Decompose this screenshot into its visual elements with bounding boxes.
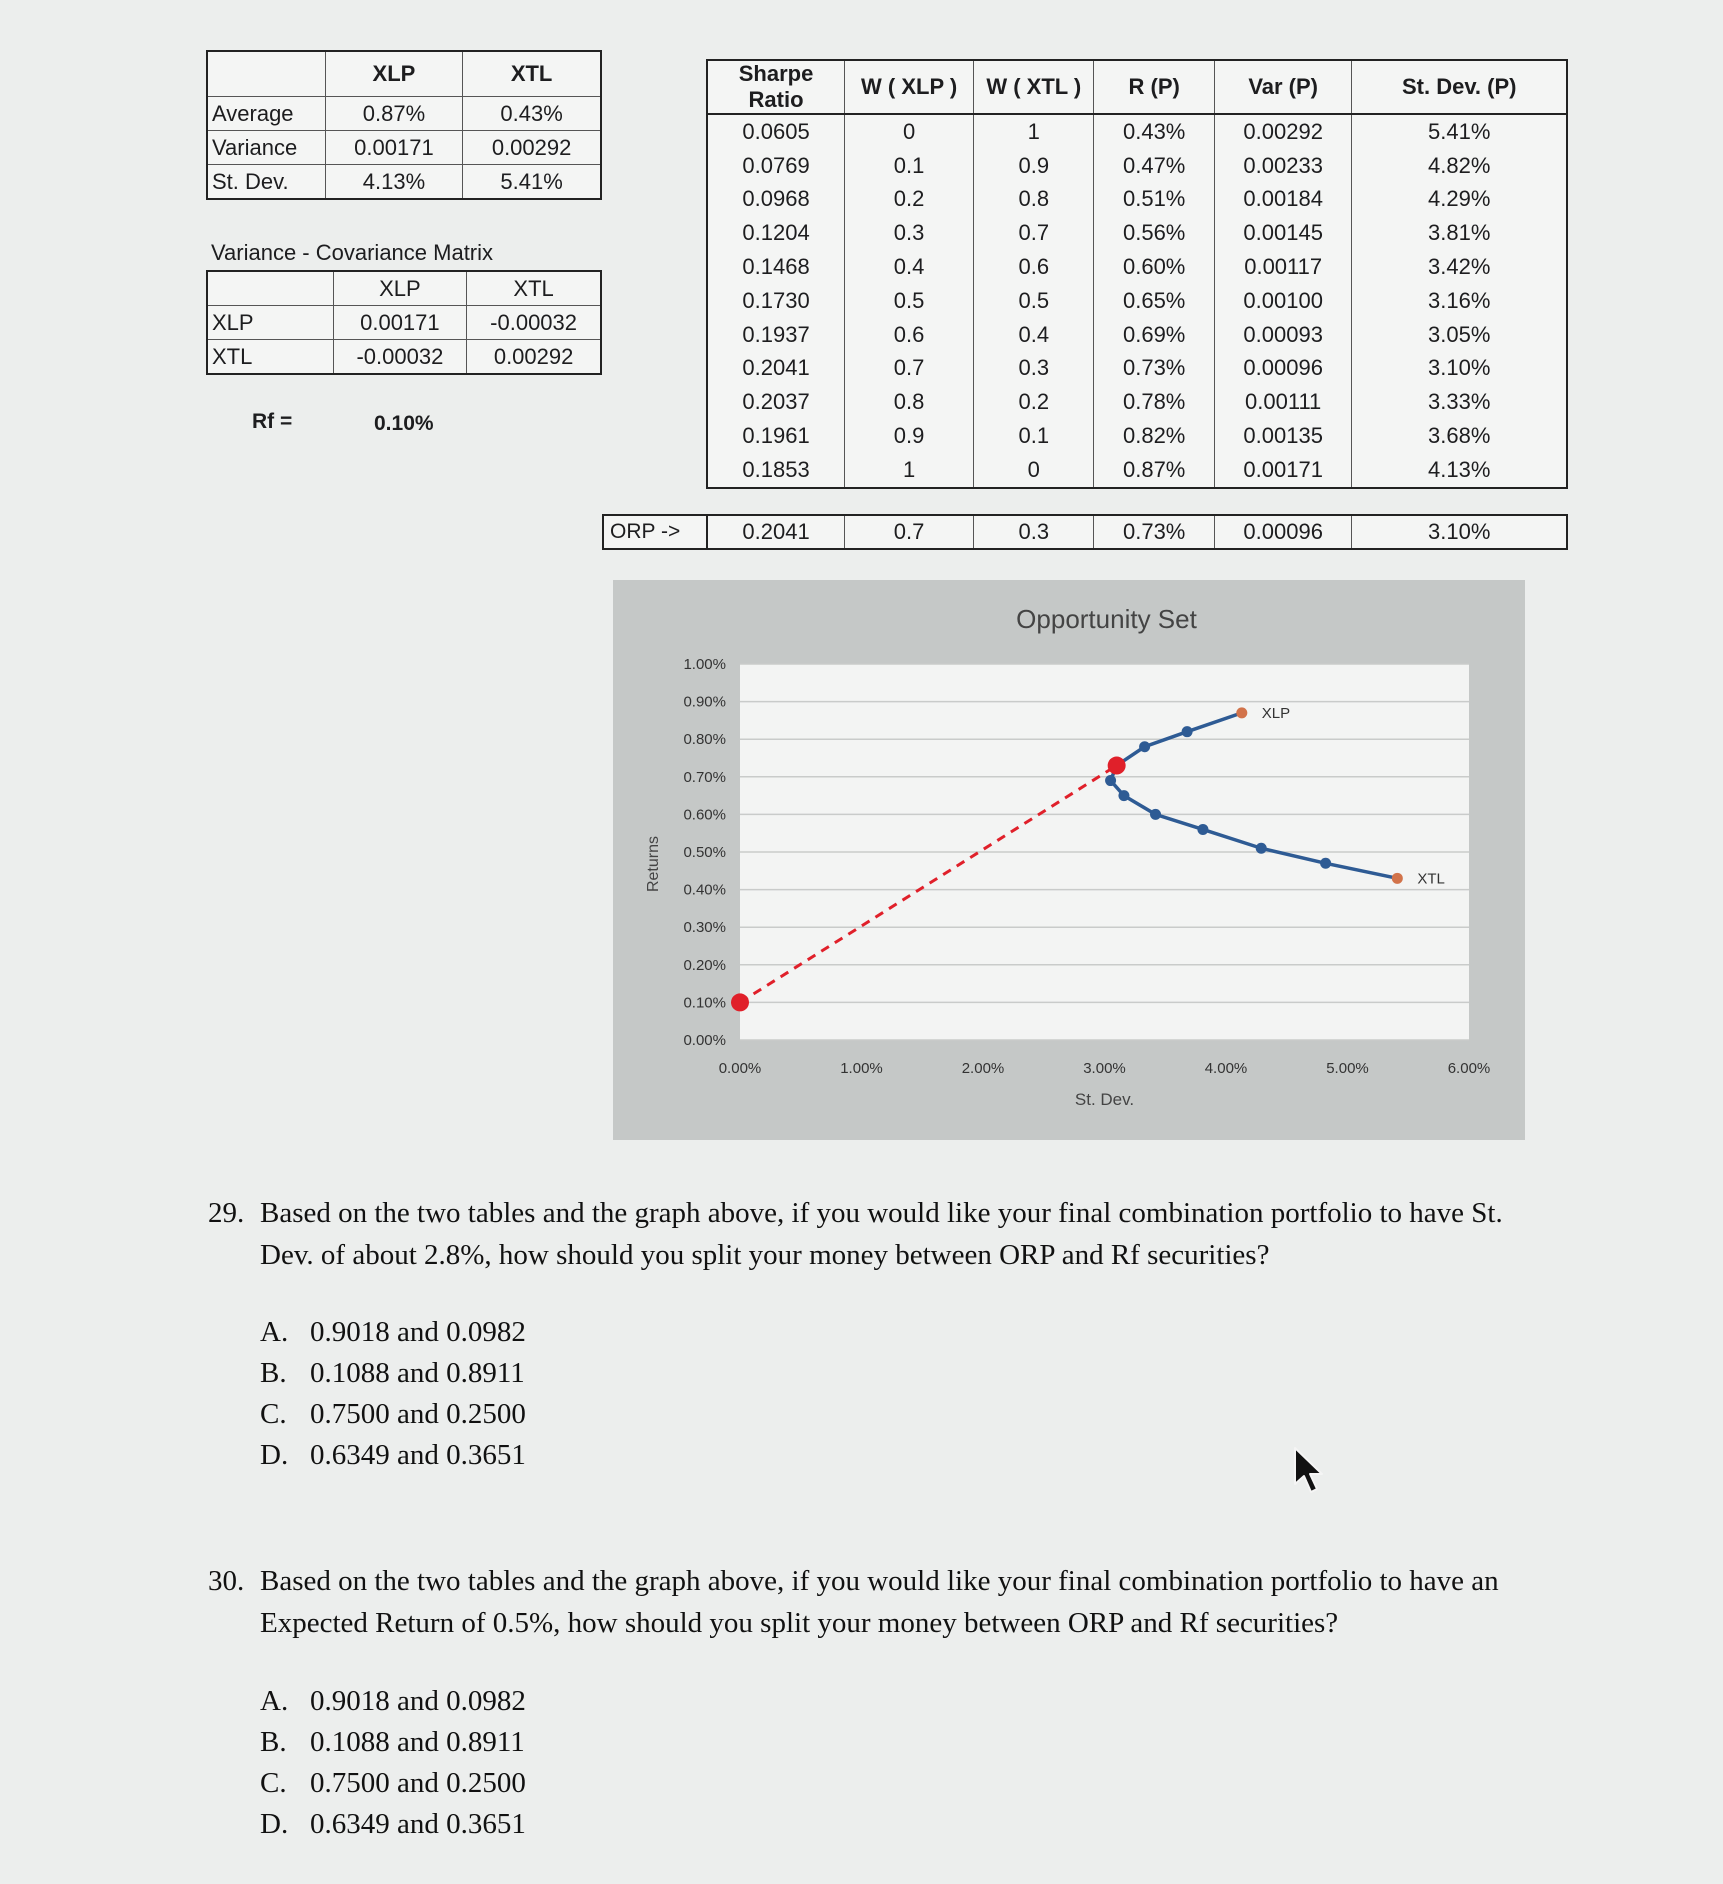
portfolio-cell: 0.1961 xyxy=(707,419,845,453)
opportunity-set-point xyxy=(1105,775,1116,786)
stats-cell: 0.00292 xyxy=(463,131,601,165)
orp-cell: 0.2041 xyxy=(707,515,845,549)
portfolio-table xyxy=(706,59,1568,489)
opportunity-set-point xyxy=(1182,726,1193,737)
portfolio-body xyxy=(707,114,1567,488)
question-30-options xyxy=(260,1681,526,1845)
portfolio-cell: 0.65% xyxy=(1094,284,1214,318)
portfolio-cell: 0.00145 xyxy=(1214,216,1352,250)
orp-row xyxy=(707,515,1567,549)
portfolio-cell: 0.1 xyxy=(974,419,1094,453)
option-text: 0.9018 and 0.0982 xyxy=(310,1685,526,1717)
option-letter: A. xyxy=(260,1685,289,1717)
cov-row-label: XTL xyxy=(207,340,333,375)
portfolio-cell: 3.10% xyxy=(1352,352,1567,386)
portfolio-row xyxy=(707,318,1567,352)
y-tick-label: 0.40% xyxy=(683,881,726,899)
y-tick-label: 0.20% xyxy=(683,956,726,974)
portfolio-cell: 0.5 xyxy=(845,284,974,318)
portfolio-cell: 0.8 xyxy=(845,385,974,419)
portfolio-row xyxy=(707,183,1567,217)
option-letter: D. xyxy=(260,1808,289,1840)
portfolio-cell: 0.73% xyxy=(1094,352,1214,386)
portfolio-cell: 0.0605 xyxy=(707,114,845,149)
cov-header-blank xyxy=(207,271,333,306)
option-letter: B. xyxy=(260,1726,287,1758)
stats-row-stdev xyxy=(207,165,601,200)
portfolio-cell: 0.1468 xyxy=(707,250,845,284)
y-tick-label: 0.30% xyxy=(683,919,726,937)
portfolio-cell: 0.6 xyxy=(845,318,974,352)
question-30 xyxy=(208,1560,1548,1644)
portfolio-cell: 3.42% xyxy=(1352,250,1567,284)
stats-cell: 0.43% xyxy=(463,97,601,131)
portfolio-row xyxy=(707,250,1567,284)
portfolio-row xyxy=(707,453,1567,488)
portfolio-cell: 0.00100 xyxy=(1214,284,1352,318)
portfolio-cell: 0.5 xyxy=(974,284,1094,318)
portfolio-cell: 0.7 xyxy=(845,352,974,386)
question-number: 30. xyxy=(208,1565,245,1597)
orp-cell: 0.7 xyxy=(845,515,974,549)
option-d[interactable] xyxy=(260,1804,526,1845)
rf-label: Rf = xyxy=(252,410,293,433)
orp-label: ORP -> xyxy=(602,514,710,550)
x-tick-label: 6.00% xyxy=(1447,1060,1491,1077)
option-letter: C. xyxy=(260,1398,287,1430)
portfolio-cell: 0.2 xyxy=(845,183,974,217)
portfolio-cell: 0.60% xyxy=(1094,250,1214,284)
stats-row-average xyxy=(207,97,601,131)
portfolio-cell: 0.2 xyxy=(974,385,1094,419)
portfolio-cell: 1 xyxy=(974,114,1094,149)
portfolio-cell: 0.1730 xyxy=(707,284,845,318)
portfolio-cell: 0.8 xyxy=(974,183,1094,217)
portfolio-cell: 0.1 xyxy=(845,149,974,183)
x-tick-label: 5.00% xyxy=(1326,1060,1369,1077)
portfolio-cell: 0.51% xyxy=(1094,183,1214,217)
cov-cell: -0.00032 xyxy=(333,340,467,375)
cov-header-xtl: XTL xyxy=(467,271,601,306)
option-text: 0.9018 and 0.0982 xyxy=(310,1316,526,1348)
cov-cell: 0.00171 xyxy=(333,306,467,340)
orp-point xyxy=(1108,757,1126,775)
opportunity-set-point xyxy=(1150,809,1161,820)
portfolio-header-wxlp: W ( XLP ) xyxy=(845,60,974,114)
cov-cell: 0.00292 xyxy=(467,340,601,375)
cov-header-row xyxy=(207,271,601,306)
portfolio-cell: 0.47% xyxy=(1094,149,1214,183)
x-tick-label: 3.00% xyxy=(1083,1060,1126,1077)
x-tick-label: 4.00% xyxy=(1204,1060,1248,1077)
y-tick-label: 0.00% xyxy=(683,1032,726,1049)
question-29-options xyxy=(260,1312,526,1476)
orp-cell: 0.73% xyxy=(1094,515,1214,549)
portfolio-cell: 3.05% xyxy=(1352,318,1567,352)
opportunity-set-point xyxy=(1118,790,1129,801)
portfolio-cell: 3.33% xyxy=(1352,385,1567,419)
option-text: 0.7500 and 0.2500 xyxy=(310,1767,526,1799)
stats-cell: 5.41% xyxy=(463,165,601,200)
opportunity-set-point xyxy=(1320,858,1331,869)
portfolio-header-stdevp: St. Dev. (P) xyxy=(1352,60,1567,114)
rf-value: 0.10% xyxy=(374,412,434,435)
portfolio-cell: 0 xyxy=(845,114,974,149)
y-tick-label: 0.50% xyxy=(683,844,726,861)
option-text: 0.1088 and 0.8911 xyxy=(310,1357,525,1389)
portfolio-cell: 0.1853 xyxy=(707,453,845,488)
cov-row-xtl xyxy=(207,340,601,375)
portfolio-cell: 0.00117 xyxy=(1214,250,1352,284)
y-tick-label: 0.80% xyxy=(683,731,726,749)
stats-cell: 4.13% xyxy=(325,165,463,200)
portfolio-row xyxy=(707,419,1567,453)
stats-header-xlp: XLP xyxy=(325,51,463,97)
stats-row-label: Average xyxy=(207,97,325,131)
option-letter: B. xyxy=(260,1357,287,1389)
portfolio-cell: 0.4 xyxy=(974,318,1094,352)
stats-header-row xyxy=(207,51,601,97)
portfolio-cell: 0.56% xyxy=(1094,216,1214,250)
portfolio-cell: 0.9 xyxy=(974,149,1094,183)
portfolio-cell: 0.1204 xyxy=(707,216,845,250)
portfolio-row xyxy=(707,284,1567,318)
rf-point xyxy=(731,993,749,1011)
portfolio-cell: 0.9 xyxy=(845,419,974,453)
orp-cell: 3.10% xyxy=(1352,515,1567,549)
portfolio-cell: 0.00096 xyxy=(1214,352,1352,386)
opportunity-set-point xyxy=(1236,707,1247,718)
chart-svg xyxy=(613,580,1525,1140)
stats-cell: 0.00171 xyxy=(325,131,463,165)
x-tick-label: 2.00% xyxy=(961,1060,1005,1077)
opportunity-set-chart xyxy=(613,580,1525,1140)
cov-row-xlp xyxy=(207,306,601,340)
cov-matrix-caption: Variance - Covariance Matrix xyxy=(211,240,494,265)
option-c[interactable] xyxy=(260,1394,526,1435)
portfolio-row xyxy=(707,114,1567,149)
orp-row-table xyxy=(706,514,1568,550)
x-tick-label: 0.00% xyxy=(718,1060,762,1077)
mouse-cursor-icon xyxy=(1292,1446,1326,1501)
portfolio-cell: 0.00292 xyxy=(1214,114,1352,149)
portfolio-cell: 0.00184 xyxy=(1214,183,1352,217)
stats-row-label: St. Dev. xyxy=(207,165,325,200)
question-number: 29. xyxy=(208,1197,245,1229)
point-annotation: XLP xyxy=(1261,704,1291,722)
option-text: 0.6349 and 0.3651 xyxy=(310,1439,526,1471)
option-b[interactable] xyxy=(260,1722,526,1763)
option-letter: C. xyxy=(260,1767,287,1799)
cov-header-xlp: XLP xyxy=(333,271,467,306)
portfolio-row xyxy=(707,352,1567,386)
portfolio-cell: 0.00111 xyxy=(1214,385,1352,419)
portfolio-cell: 0.78% xyxy=(1094,385,1214,419)
point-annotation: XTL xyxy=(1417,870,1445,888)
portfolio-row xyxy=(707,149,1567,183)
option-letter: D. xyxy=(260,1439,289,1471)
portfolio-cell: 3.68% xyxy=(1352,419,1567,453)
portfolio-cell: 0.4 xyxy=(845,250,974,284)
cov-row-label: XLP xyxy=(207,306,333,340)
y-tick-label: 1.00% xyxy=(683,656,726,673)
stats-row-label: Variance xyxy=(207,131,325,165)
question-text: Based on the two tables and the graph above, if you would like your final combination portfolio to have an Expected Return of 0.5%, how should you split your money between ORP and Rf securities? xyxy=(260,1565,1499,1639)
portfolio-cell: 0.2037 xyxy=(707,385,845,419)
portfolio-cell: 1 xyxy=(845,453,974,488)
portfolio-cell: 0.3 xyxy=(845,216,974,250)
opportunity-set-point xyxy=(1139,741,1150,752)
portfolio-cell: 4.29% xyxy=(1352,183,1567,217)
portfolio-cell: 0.82% xyxy=(1094,419,1214,453)
portfolio-cell: 0 xyxy=(974,453,1094,488)
portfolio-header-varp: Var (P) xyxy=(1214,60,1352,114)
portfolio-cell: 0.3 xyxy=(974,352,1094,386)
portfolio-cell: 4.13% xyxy=(1352,453,1567,488)
y-tick-label: 0.70% xyxy=(683,768,726,786)
portfolio-cell: 3.16% xyxy=(1352,284,1567,318)
y-axis-label: Returns xyxy=(645,835,662,893)
portfolio-cell: 3.81% xyxy=(1352,216,1567,250)
portfolio-cell: 0.1937 xyxy=(707,318,845,352)
option-letter: A. xyxy=(260,1316,289,1348)
portfolio-cell: 5.41% xyxy=(1352,114,1567,149)
cov-matrix-table xyxy=(206,270,602,375)
portfolio-cell: 0.7 xyxy=(974,216,1094,250)
portfolio-header-wxtl: W ( XTL ) xyxy=(974,60,1094,114)
option-text: 0.1088 and 0.8911 xyxy=(310,1726,525,1758)
portfolio-cell: 0.6 xyxy=(974,250,1094,284)
y-tick-label: 0.10% xyxy=(683,994,726,1012)
stats-header-xtl: XTL xyxy=(463,51,601,97)
orp-cell: 0.00096 xyxy=(1214,515,1352,549)
option-a[interactable] xyxy=(260,1312,526,1353)
y-tick-label: 0.60% xyxy=(683,806,726,824)
option-text: 0.6349 and 0.3651 xyxy=(310,1808,526,1840)
portfolio-header-sharpe: Sharpe Ratio xyxy=(707,60,845,114)
stats-cell: 0.87% xyxy=(325,97,463,131)
portfolio-cell: 0.00093 xyxy=(1214,318,1352,352)
opportunity-set-point xyxy=(1197,824,1208,835)
portfolio-cell: 0.00171 xyxy=(1214,453,1352,488)
x-axis-label: St. Dev. xyxy=(1074,1090,1135,1109)
option-a[interactable] xyxy=(260,1681,526,1722)
portfolio-cell: 0.87% xyxy=(1094,453,1214,488)
y-tick-label: 0.90% xyxy=(683,693,726,711)
portfolio-cell: 0.00233 xyxy=(1214,149,1352,183)
portfolio-header-row xyxy=(707,60,1567,114)
portfolio-cell: 0.69% xyxy=(1094,318,1214,352)
question-text: Based on the two tables and the graph above, if you would like your final combination portfolio to have St. Dev. of about 2.8%, how should you split your money between ORP and Rf securities? xyxy=(260,1197,1503,1271)
x-tick-label: 1.00% xyxy=(840,1060,883,1077)
portfolio-cell: 0.0968 xyxy=(707,183,845,217)
portfolio-cell: 0.43% xyxy=(1094,114,1214,149)
portfolio-cell: 4.82% xyxy=(1352,149,1567,183)
stats-row-variance xyxy=(207,131,601,165)
opportunity-set-point xyxy=(1256,843,1267,854)
opportunity-set-point xyxy=(1392,873,1403,884)
orp-cell: 0.3 xyxy=(974,515,1094,549)
portfolio-cell: 0.2041 xyxy=(707,352,845,386)
portfolio-cell: 0.0769 xyxy=(707,149,845,183)
option-c[interactable] xyxy=(260,1763,526,1804)
option-b[interactable] xyxy=(260,1353,526,1394)
question-29 xyxy=(208,1192,1548,1276)
portfolio-row xyxy=(707,385,1567,419)
portfolio-cell: 0.00135 xyxy=(1214,419,1352,453)
portfolio-row xyxy=(707,216,1567,250)
option-text: 0.7500 and 0.2500 xyxy=(310,1398,526,1430)
portfolio-header-rp: R (P) xyxy=(1094,60,1214,114)
chart-title: Opportunity Set xyxy=(1016,604,1197,634)
stats-header-blank xyxy=(207,51,325,97)
cov-cell: -0.00032 xyxy=(467,306,601,340)
option-d[interactable] xyxy=(260,1435,526,1476)
stats-table xyxy=(206,50,602,200)
